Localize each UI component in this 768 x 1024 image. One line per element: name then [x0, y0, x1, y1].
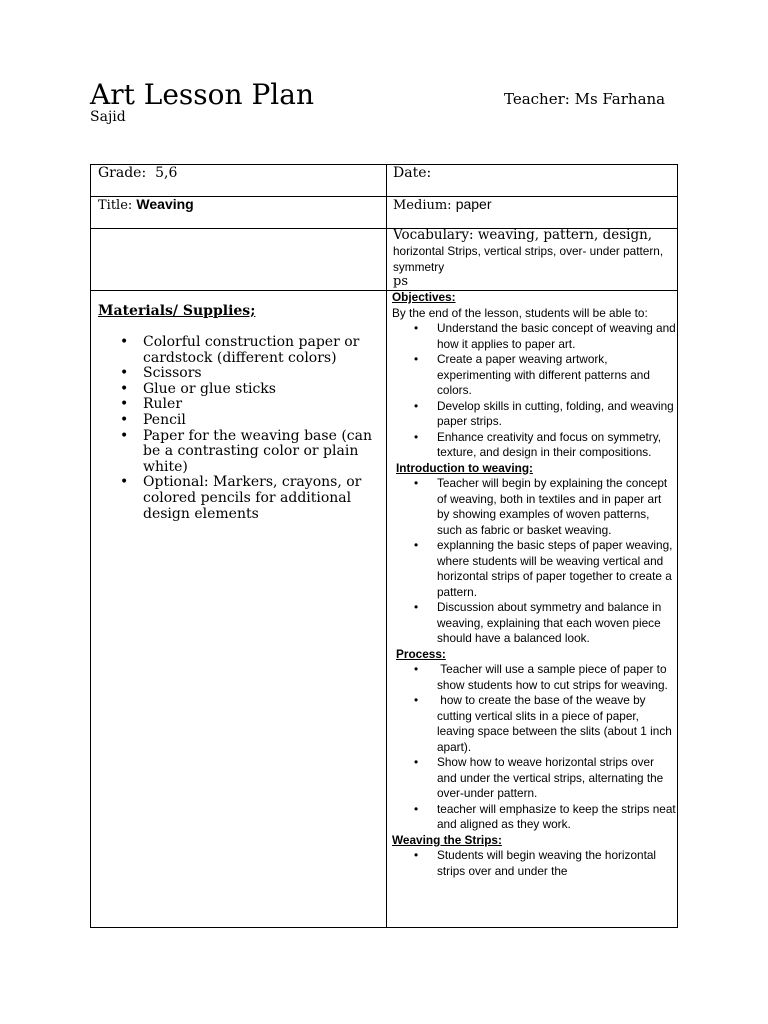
vocabulary-cell: [393, 227, 675, 289]
list-item: • Show how to weave horizontal strips over and under the vertical strips, alternating the over-under pattern.: [437, 755, 676, 802]
objectives-heading: Objectives:: [392, 290, 456, 304]
column-divider: [386, 165, 387, 927]
list-item: • Understand the basic concept of weaving and how it applies to paper art.: [437, 321, 676, 352]
list-item: • Glue or glue sticks: [143, 382, 378, 398]
list-item: • Create a paper weaving artwork, experimenting with different patterns and colors.: [437, 352, 676, 399]
list-item: • how to create the base of the weave by cutting vertical slits in a piece of paper, leaving space between the slits (about 1 inch apart).: [437, 693, 676, 755]
title-label: Title:: [98, 198, 137, 213]
lesson-details: [392, 290, 676, 879]
materials-list: [98, 335, 378, 522]
weaving-strips-list: [392, 848, 676, 879]
list-item: • Develop skills in cutting, folding, and weaving paper strips.: [437, 399, 676, 430]
list-item: • Students will begin weaving the horizontal strips over and under the: [437, 848, 676, 879]
vocabulary-terms: horizontal Strips, vertical strips, over- under pattern, symmetry: [393, 244, 664, 274]
list-item: • Paper for the weaving base (can be a contrasting color or plain white): [143, 429, 378, 476]
objectives-list: [392, 321, 676, 461]
grade-label: Grade: 5,6: [98, 165, 178, 181]
introduction-list: [392, 476, 676, 647]
list-item: • Colorful construction paper or cardstock (different colors): [143, 335, 378, 366]
objectives-intro: By the end of the lesson, students will be able to:: [392, 305, 648, 320]
lesson-plan-table: [90, 164, 678, 928]
list-item: • Teacher will begin by explaining the concept of weaving, both in textiles and in paper art by showing examples of woven patterns, such as fabric or basket weaving.: [437, 476, 676, 538]
date-label: Date:: [393, 165, 432, 181]
weaving-strips-heading: Weaving the Strips:: [392, 832, 502, 847]
vocabulary-label: Vocabulary: weaving, pattern, design,: [393, 227, 653, 243]
vocabulary-extra: ps: [393, 274, 408, 289]
medium-cell: [393, 195, 492, 215]
medium-label: Medium:: [393, 198, 456, 213]
date-cell: [393, 165, 431, 181]
list-item: • Teacher will use a sample piece of paper to show students how to cut strips for weaving.: [437, 662, 676, 693]
list-item: • Discussion about symmetry and balance in weaving, explaining that each woven piece should have a balanced look.: [437, 600, 676, 647]
list-item: • Pencil: [143, 413, 378, 429]
page-title: Art Lesson Plan: [90, 78, 314, 111]
introduction-heading: Introduction to weaving:: [396, 460, 533, 475]
medium-value: paper: [455, 196, 492, 212]
title-cell: [98, 195, 194, 215]
list-item: • explanning the basic steps of paper weaving, where students will be weaving vertical and horizontal strips of paper together to create a pattern.: [437, 538, 676, 600]
list-item: • Enhance creativity and focus on symmetry, texture, and design in their compositions.: [437, 430, 676, 461]
grade-cell: [98, 165, 177, 181]
teacher-name-continued: Sajid: [90, 109, 126, 125]
list-item: • Ruler: [143, 397, 378, 413]
list-item: • Optional: Markers, crayons, or colored pencils for additional design elements: [143, 475, 378, 522]
teacher-name: Teacher: Ms Farhana: [504, 90, 666, 108]
list-item: • teacher will emphasize to keep the strips neat and aligned as they work.: [437, 802, 676, 833]
title-value: Weaving: [136, 196, 194, 212]
process-heading: Process:: [396, 646, 446, 661]
process-list: [392, 662, 676, 833]
materials-heading: Materials/ Supplies;: [98, 303, 256, 319]
list-item: • Scissors: [143, 366, 378, 382]
